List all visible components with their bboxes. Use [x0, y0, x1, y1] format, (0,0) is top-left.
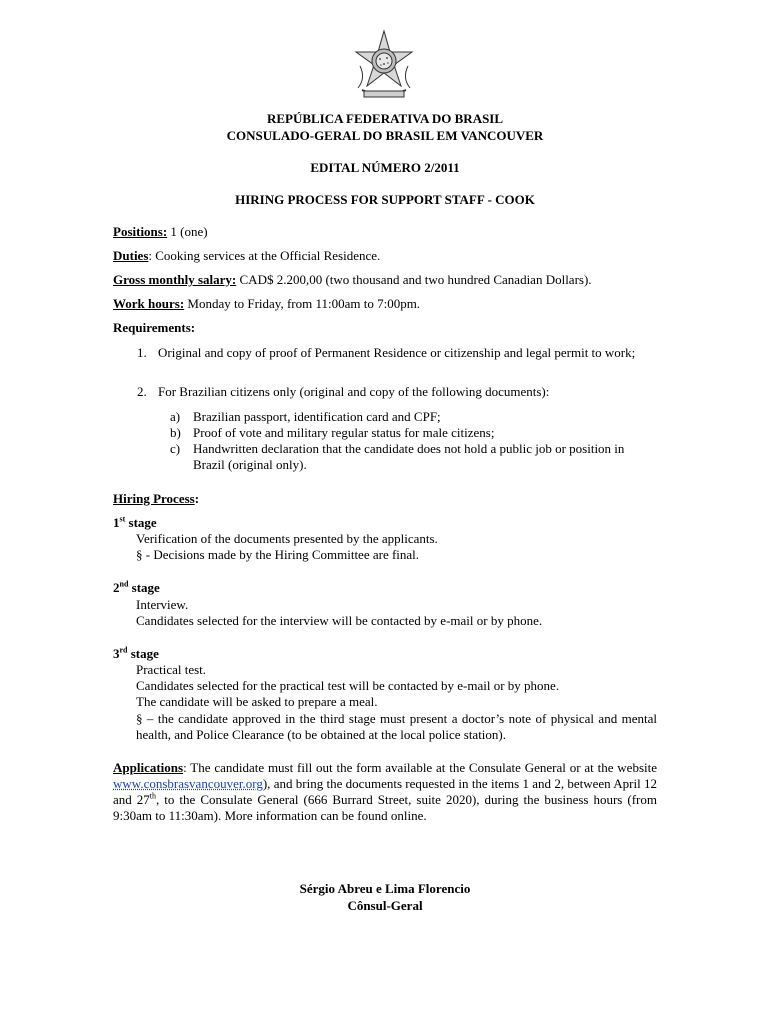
brazil-coat-of-arms-icon	[346, 28, 422, 104]
positions-line	[113, 224, 657, 240]
hours-line	[113, 296, 657, 312]
stage-1-line: § - Decisions made by the Hiring Committee are final.	[136, 547, 420, 562]
stage-2-line: Interview.	[136, 597, 189, 612]
sub-requirement-text: Proof of vote and military regular status for male citizens;	[193, 425, 495, 440]
sub-requirement-letter: c)	[170, 441, 181, 456]
requirement-item	[137, 384, 657, 400]
stage-1-line: Verification of the documents presented by the applicants.	[136, 531, 438, 546]
applications-label: Applications	[113, 760, 184, 775]
requirement-text: For Brazilian citizens only (original and copy of the following documents):	[158, 384, 550, 399]
sub-requirement-text: Handwritten declaration that the candidate does not hold a public job or position in Brazil (original only).	[193, 441, 625, 472]
header-consulate: CONSULADO-GERAL DO BRASIL EM VANCOUVER	[226, 128, 544, 143]
requirements-label: Requirements:	[113, 320, 196, 335]
requirement-number: 2.	[137, 384, 147, 399]
duties-line	[113, 248, 657, 264]
signatory-role: Cônsul-Geral	[347, 898, 423, 913]
document-title: HIRING PROCESS FOR SUPPORT STAFF - COOK	[235, 192, 535, 207]
sub-requirement-letter: a)	[170, 409, 181, 424]
stage-2-line: Candidates selected for the interview will be contacted by e-mail or by phone.	[136, 613, 543, 628]
duties-value: : Cooking services at the Official Residence.	[148, 248, 381, 263]
header-country: REPÚBLICA FEDERATIVA DO BRASIL	[266, 111, 504, 126]
stage-3-line: The candidate will be asked to prepare a meal.	[136, 694, 378, 709]
requirement-item	[137, 345, 657, 361]
stage-3-heading: 3rd stage	[113, 645, 159, 661]
stage-3-line: Practical test.	[136, 662, 207, 677]
sub-requirement-letter: b)	[170, 425, 181, 440]
hiring-process-label: Hiring Process	[113, 491, 195, 506]
positions-value: 1 (one)	[167, 224, 208, 239]
edital-number: EDITAL NÚMERO 2/2011	[310, 160, 460, 175]
stage-3-note: § – the candidate approved in the third stage must present a doctor’s note of physical and mental health, and Police Clearance (to be obtained at the local police station).	[136, 711, 657, 742]
salary-label: Gross monthly salary:	[113, 272, 237, 287]
applications-paragraph: Applications: The candidate must fill out the form available at the Consulate General or at the website www.consbrasvancouver.org), and bring the documents requested in the items 1 and 2, between April 12 and 27th, to the Consulate General (666 Burrard Street, suite 2020), during the business hours (from 9:30am to 11:30am). More information can be found online.	[113, 760, 657, 823]
consulate-website-link[interactable]: www.consbrasvancouver.org	[113, 776, 263, 791]
salary-value: CAD$ 2.200,00 (two thousand and two hundred Canadian Dollars).	[236, 272, 592, 287]
requirement-number: 1.	[137, 345, 147, 360]
positions-label: Positions:	[113, 224, 168, 239]
sub-requirement-item	[170, 409, 657, 425]
hiring-process-heading: Hiring Process:	[113, 491, 200, 506]
hours-value: Monday to Friday, from 11:00am to 7:00pm.	[184, 296, 421, 311]
stage-2-heading: 2nd stage	[113, 579, 160, 595]
stage-1-heading: 1st stage	[113, 514, 157, 530]
sub-requirement-text: Brazilian passport, identification card and CPF;	[193, 409, 441, 424]
sub-requirement-item	[170, 441, 657, 473]
signatory-name: Sérgio Abreu e Lima Florencio	[299, 881, 471, 896]
stage-3-line: Candidates selected for the practical test will be contacted by e-mail or by phone.	[136, 678, 560, 693]
hours-label: Work hours:	[113, 296, 185, 311]
sub-requirement-item	[170, 425, 657, 441]
requirement-text: Original and copy of proof of Permanent Residence or citizenship and legal permit to work;	[158, 345, 636, 360]
salary-line	[113, 272, 657, 288]
duties-label: Duties	[113, 248, 149, 263]
